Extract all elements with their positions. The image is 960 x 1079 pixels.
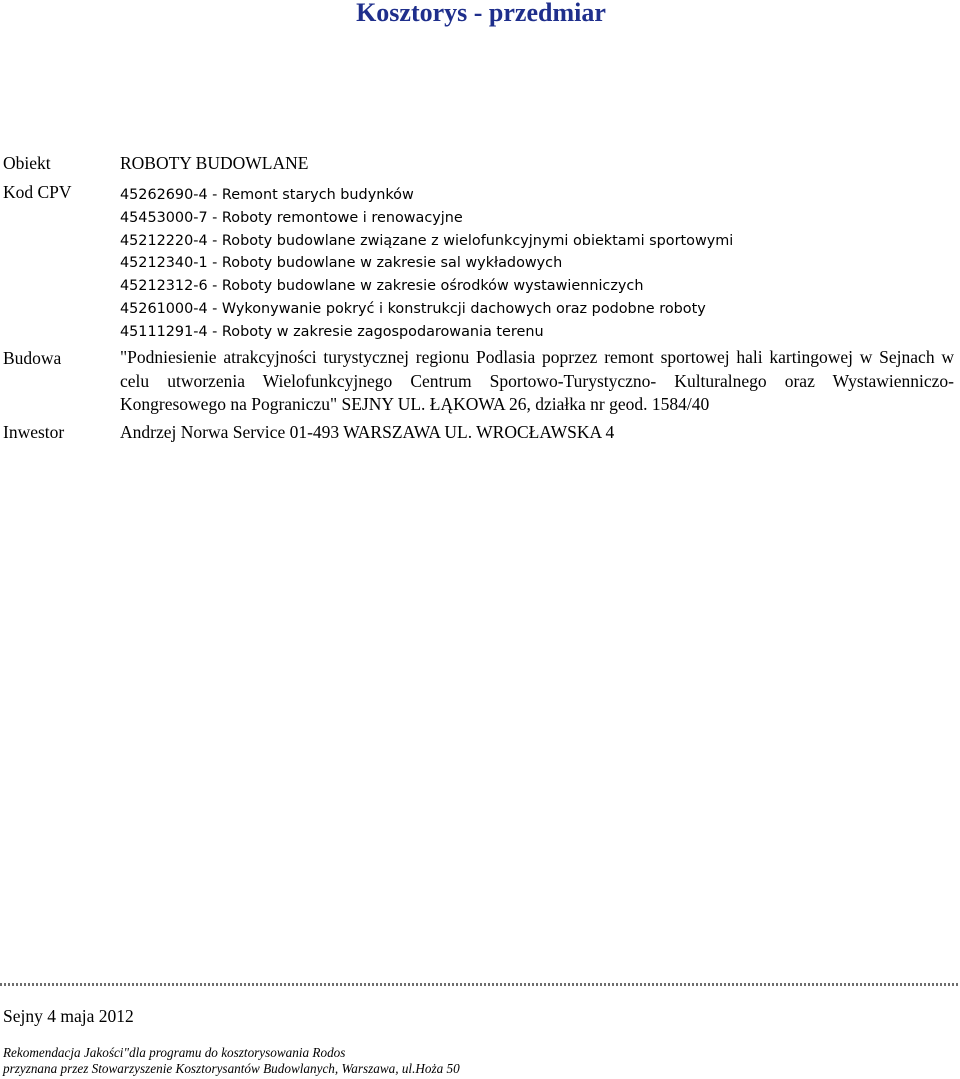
cpv-item: 45111291-4 - Roboty w zakresie zagospodarowania terenu — [120, 323, 544, 340]
obiekt-value: ROBOTY BUDOWLANE — [120, 153, 309, 173]
cpv-item: 45212340-1 - Roboty budowlane w zakresie sal wykładowych — [120, 255, 563, 272]
budowa-label: Budowa — [3, 348, 62, 368]
cpv-item: 45212220-4 - Roboty budowlane związane z wielofunkcyjnymi obiektami sportowymi — [120, 232, 734, 249]
obiekt-label: Obiekt — [3, 153, 51, 173]
cpv-item: 45261000-4 - Wykonywanie pokryć i konstrukcji dachowych oraz podobne roboty — [120, 300, 706, 317]
footer-date: Sejny 4 maja 2012 — [3, 1006, 134, 1026]
cpv-list — [120, 184, 733, 344]
inwestor-value: Andrzej Norwa Service 01-493 WARSZAWA UL. WROCŁAWSKA 4 — [120, 422, 615, 442]
footer-divider — [0, 983, 960, 986]
cpv-item: 45212312-6 - Roboty budowlane w zakresie ośrodków wystawienniczych — [120, 278, 644, 295]
page-title: Kosztorys - przedmiar — [356, 0, 606, 27]
cpv-item: 45453000-7 - Roboty remontowe i renowacyjne — [120, 209, 463, 226]
footer-note-line1: Rekomendacja Jakości"dla programu do kosztorysowania Rodos — [3, 1045, 346, 1060]
inwestor-label: Inwestor — [3, 422, 65, 442]
budowa-value: "Podniesienie atrakcyjności turystycznej regionu Podlasia poprzez remont sportowej hali kartingowej w Sejnach w celu utworzenia Wielofunkcyjnego Centrum Sportowo-Turystyczno- Kulturalnego oraz Wystawienniczo- Kongresowego na Pograniczu" SEJNY UL. ŁĄKOWA 26, działka nr geod. 1584/40 — [120, 347, 954, 415]
cpv-label: Kod CPV — [3, 182, 72, 202]
footer-note-line2: przyznana przez Stowarzyszenie Kosztorysantów Budowlanych, Warszawa, ul.Hoża 50 — [3, 1061, 460, 1076]
cpv-item: 45262690-4 - Remont starych budynków — [120, 187, 414, 203]
